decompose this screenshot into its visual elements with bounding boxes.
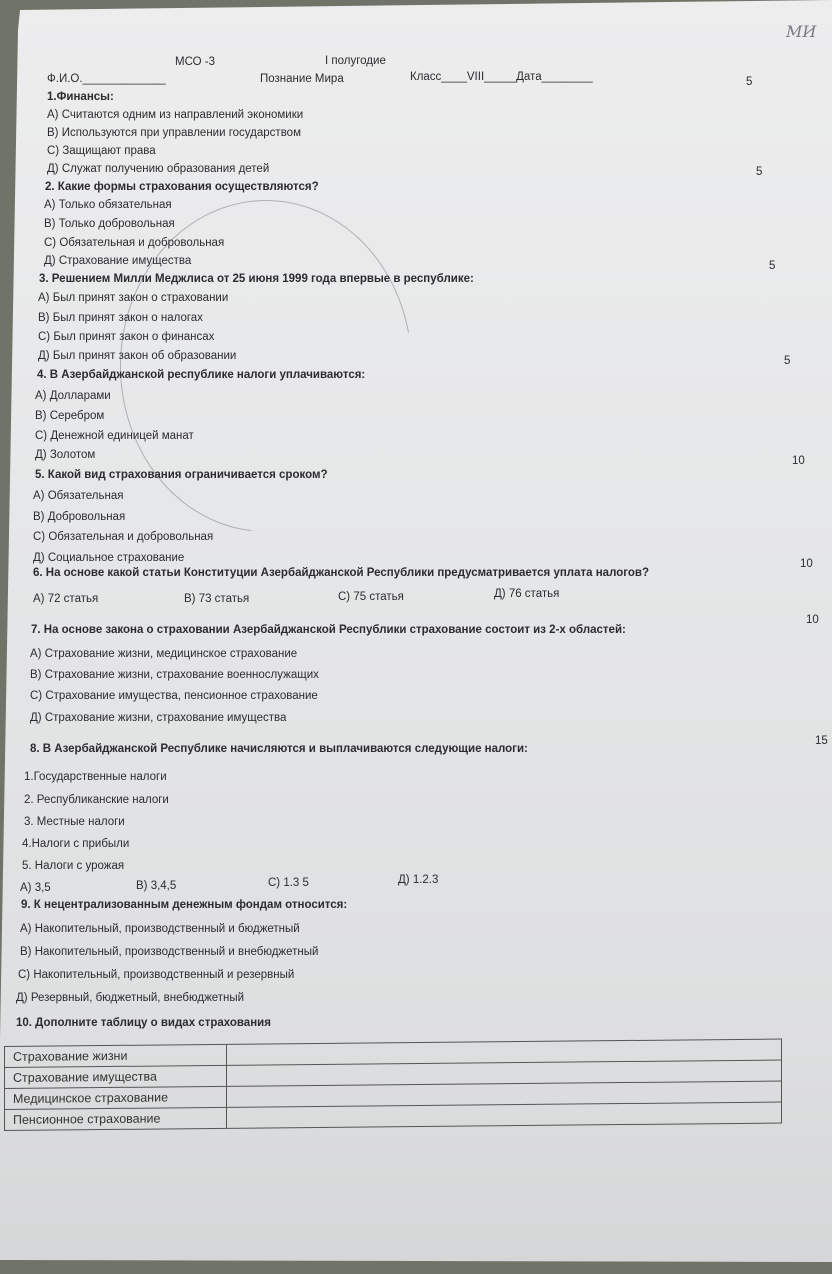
q5-option-c: С) Обязательная и добровольная — [33, 531, 214, 543]
q4-title: 4. В Азербайджанской республике налоги уплачиваются: — [37, 369, 366, 381]
q5-option-d: Д) Социальное страхование — [33, 552, 185, 564]
q6-option-d: Д) 76 статья — [494, 588, 560, 600]
q7-option-b: В) Страхование жизни, страхование военнослужащих — [30, 669, 319, 681]
handwritten-mark: МИ — [786, 22, 817, 41]
q2-points: 5 — [756, 166, 763, 178]
table-row-label: Медицинское страхование — [5, 1086, 227, 1109]
q8-title: 8. В Азербайджанской Республике начисляются и выплачиваются следующие налоги: — [30, 743, 528, 755]
q5-points: 10 — [792, 455, 805, 467]
q8-item-1: 1.Государственные налоги — [24, 771, 167, 783]
q8-item-4: 4.Налоги с прибыли — [22, 838, 130, 850]
mso-label: МСО -3 — [175, 56, 215, 68]
q1-option-b: В) Используются при управлении государством — [47, 127, 301, 139]
q1-option-a: А) Считаются одним из направлений экономики — [47, 109, 304, 121]
class-date-field: Класс____VIII_____Дата________ — [410, 71, 593, 83]
q6-option-a: А) 72 статья — [33, 593, 99, 605]
semester-label: I полугодие — [325, 55, 386, 67]
table-row-label: Пенсионное страхование — [5, 1107, 227, 1130]
q9-title: 9. К нецентрализованным денежным фондам относится: — [21, 899, 348, 911]
q1-points: 5 — [746, 76, 753, 88]
q8-item-5: 5. Налоги с урожая — [22, 860, 125, 872]
q6-option-c: С) 75 статья — [338, 591, 404, 603]
q7-option-d: Д) Страхование жизни, страхование имущества — [30, 712, 287, 724]
table-row-label: Страхование жизни — [5, 1044, 227, 1067]
q9-option-c: С) Накопительный, производственный и резервный — [18, 969, 295, 981]
q8-item-2: 2. Республиканские налоги — [24, 794, 169, 806]
table-row-label: Страхование имущества — [5, 1065, 227, 1088]
q2-option-b: В) Только добровольная — [44, 218, 175, 230]
table-answer-cell — [227, 1102, 782, 1128]
q9-option-d: Д) Резервный, бюджетный, внебюджетный — [16, 992, 245, 1004]
q8-points: 15 — [815, 735, 828, 747]
q4-option-b: В) Серебром — [35, 410, 105, 422]
insurance-types-table — [4, 1039, 782, 1131]
subject-label: Познание Мира — [260, 73, 344, 85]
q3-option-d: Д) Был принят закон об образовании — [38, 350, 237, 362]
q6-option-b: В) 73 статья — [184, 593, 250, 605]
q2-title: 2. Какие формы страхования осуществляются? — [45, 181, 319, 193]
q10-title: 10. Дополните таблицу о видах страхования — [16, 1017, 271, 1029]
q8-item-3: 3. Местные налоги — [24, 816, 125, 828]
q2-option-d: Д) Страхование имущества — [44, 255, 192, 267]
q3-points: 5 — [769, 260, 776, 272]
q7-option-c: С) Страхование имущества, пенсионное страхование — [30, 690, 318, 702]
q8-option-c: С) 1.3 5 — [268, 877, 309, 889]
q6-title: 6. На основе какой статьи Конституции Азербайджанской Республики предусматривается уплата налогов? — [33, 567, 650, 579]
q8-option-b: В) 3,4,5 — [136, 880, 177, 892]
q5-option-b: В) Добровольная — [33, 511, 126, 523]
q8-option-d: Д) 1.2.3 — [398, 874, 439, 886]
q2-option-a: А) Только обязательная — [44, 199, 172, 211]
q7-option-a: А) Страхование жизни, медицинское страхование — [30, 648, 298, 660]
q1-option-d: Д) Служат получению образования детей — [47, 163, 270, 175]
q9-option-a: А) Накопительный, производственный и бюджетный — [20, 923, 300, 935]
q5-option-a: А) Обязательная — [33, 490, 124, 502]
q6-points: 10 — [800, 558, 813, 570]
q1-option-c: С) Защищают права — [47, 145, 156, 157]
q3-option-b: В) Был принят закон о налогах — [38, 312, 203, 324]
q5-title: 5. Какой вид страхования ограничивается сроком? — [35, 469, 328, 481]
q4-points: 5 — [784, 355, 791, 367]
q8-option-a: А) 3,5 — [20, 882, 51, 894]
q4-option-a: А) Долларами — [35, 390, 111, 402]
fio-field: Ф.И.О._____________ — [47, 73, 166, 85]
q4-option-d: Д) Золотом — [35, 449, 96, 461]
q3-option-c: С) Был принят закон о финансах — [38, 331, 215, 343]
q3-title: 3. Решением Милли Меджлиса от 25 июня 1999 года впервые в республике: — [39, 273, 474, 285]
q7-title: 7. На основе закона о страховании Азербайджанской Республики страхование состоит из 2-х областей: — [31, 624, 626, 636]
q2-option-c: С) Обязательная и добровольная — [44, 237, 225, 249]
q7-points: 10 — [806, 614, 819, 626]
q3-option-a: А) Был принят закон о страховании — [38, 292, 229, 304]
q9-option-b: В) Накопительный, производственный и внебюджетный — [20, 946, 319, 958]
q1-title: 1.Финансы: — [47, 91, 114, 103]
q4-option-c: С) Денежной единицей манат — [35, 430, 194, 442]
